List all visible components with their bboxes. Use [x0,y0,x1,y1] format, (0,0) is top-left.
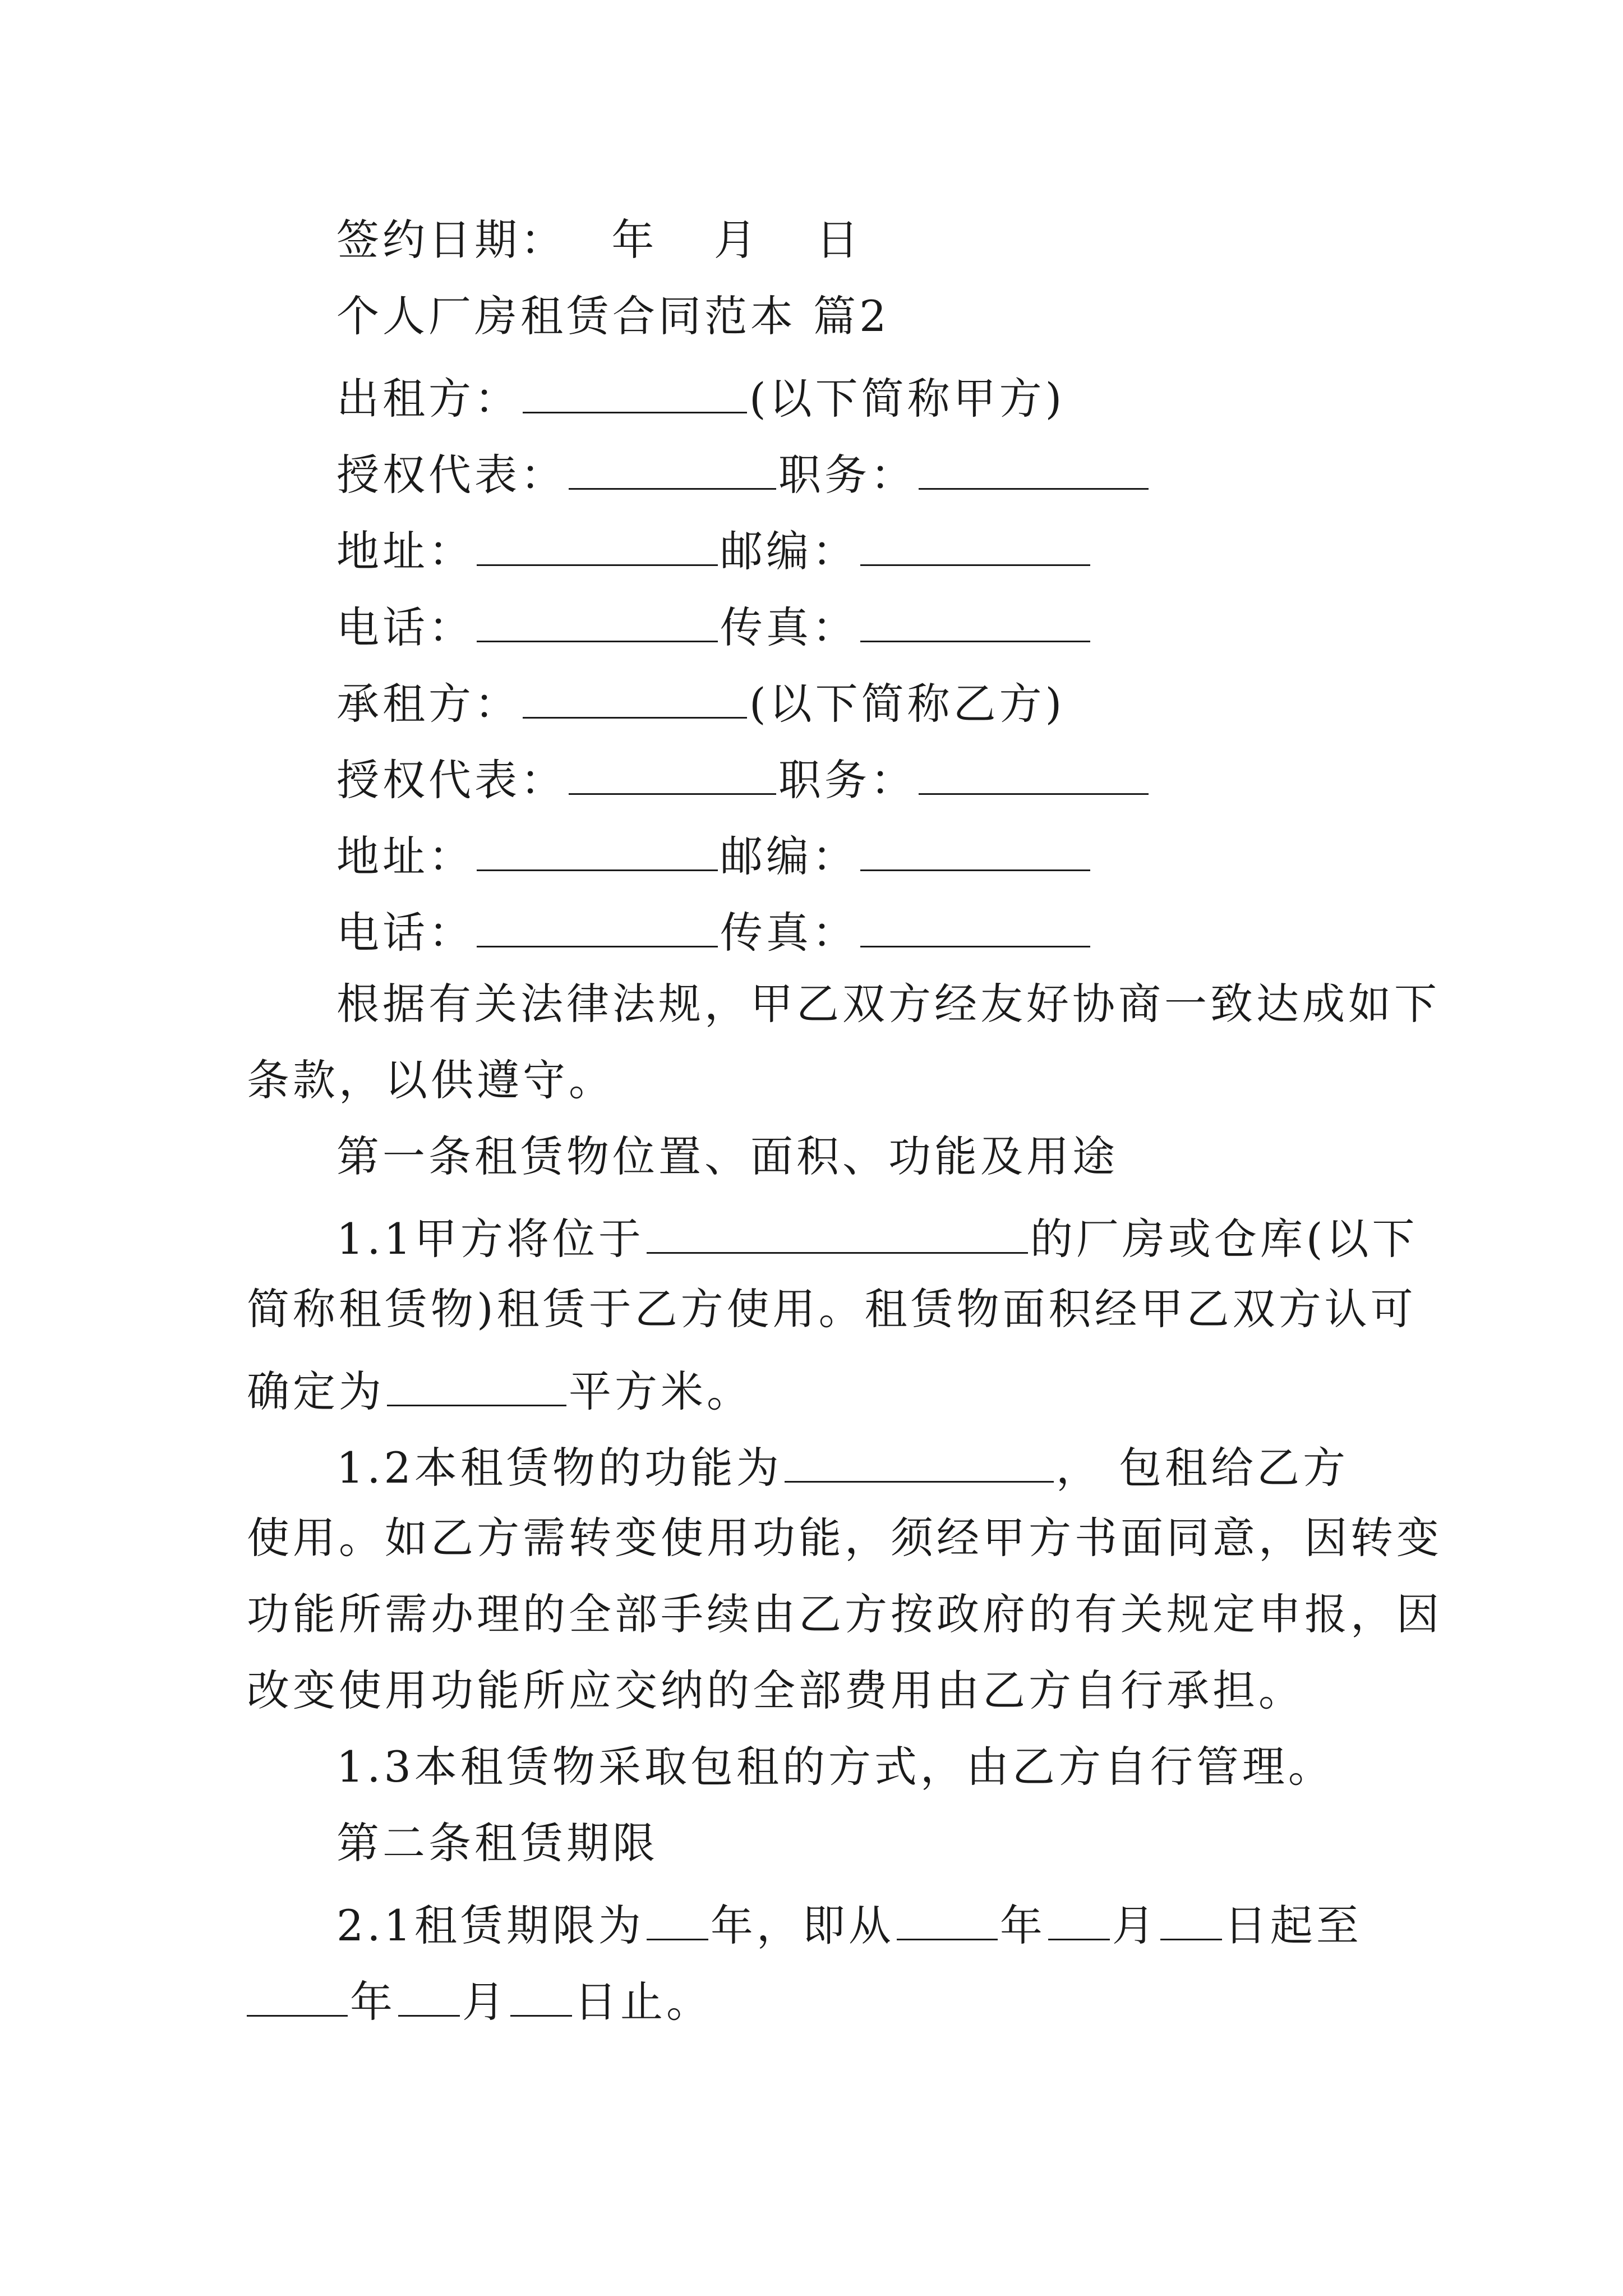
clause-1-1-line-1: 1.1甲方将位于 的厂房或仓库(以下 [336,1212,1418,1260]
lessee-address-label: 地址： [336,831,474,882]
lessee-rep-blank [569,753,776,795]
clause-1-1-line-2: 简称租赁物)租赁于乙方使用。租赁物面积经甲乙双方认可 [247,1284,1417,1334]
end-year-blank [247,1975,348,2017]
article-2-title: 第二条租赁期限 [336,1818,658,1868]
location-blank [647,1212,1028,1254]
lessee-fax-blank [860,905,1090,947]
lessor-rep-line [336,448,1151,500]
sign-date-month: 月 [713,215,760,265]
clause-1-2-line-4: 改变使用功能所应交纳的全部费用由乙方自行承担。 [247,1665,1304,1715]
lessor-address-line [336,524,1092,577]
lessee-blank [523,677,747,719]
end-day-blank [510,1975,572,2017]
sign-date-day: 日 [816,215,863,265]
lessor-suffix: (以下简称甲方) [749,374,1066,424]
lessee-postcode-blank [860,829,1090,871]
section-title: 个人厂房租赁合同范本 篇2 [336,291,890,341]
clause-1-3: 1.3本租赁物采取包租的方式，由乙方自行管理。 [336,1742,1334,1792]
lessor-postcode-label: 邮编： [720,526,858,577]
area-blank [387,1364,566,1406]
lessor-address-blank [477,524,718,566]
function-blank [785,1441,1054,1483]
lessor-blank [523,371,747,413]
clause-2-1-line-1: 2.1租赁期限为 年，即从 年 月 日起至 [336,1898,1362,1947]
clause-1-1-line-3: 确定为 平方米。 [247,1364,753,1413]
lessee-phone-blank [477,905,718,947]
intro-line-1: 根据有关法律法规，甲乙双方经友好协商一致达成如下 [336,979,1440,1029]
lessor-fax-label: 传真： [720,602,858,653]
lessor-rep-blank [569,448,776,490]
article-1-title: 第一条租赁物位置、面积、功能及用途 [336,1131,1118,1181]
lessee-title-blank [919,753,1149,795]
sign-date-line [336,215,863,265]
lessee-rep-line [336,753,1151,806]
lessee-line [336,677,1066,729]
lessor-phone-line [336,600,1092,653]
lessor-postcode-blank [860,524,1090,566]
lessee-title-label: 职务： [778,755,916,806]
clause-1-2-line-1: 1.2本租赁物的功能为 ， 包租给乙方 [336,1441,1349,1489]
lessee-phone-label: 电话： [336,908,474,958]
lessor-address-label: 地址： [336,526,474,577]
lessee-postcode-label: 邮编： [720,831,858,882]
sign-date-label: 签约日期： [336,215,566,265]
start-year-blank [897,1898,998,1940]
clause-2-1-line-2: 年 月 日止。 [247,1975,712,2023]
lessee-address-line [336,829,1092,882]
lessor-label: 出租方： [336,374,520,424]
start-month-blank [1048,1898,1110,1940]
lessor-phone-label: 电话： [336,602,474,653]
lessee-phone-line [336,905,1092,958]
end-month-blank [398,1975,460,2017]
clause-1-2-line-2: 使用。如乙方需转变使用功能，须经甲方书面同意，因转变 [247,1513,1442,1563]
start-day-blank [1160,1898,1222,1940]
lessor-phone-blank [477,600,718,642]
term-years-blank [647,1898,708,1940]
lessor-line [336,371,1066,424]
lessee-label: 承租方： [336,679,520,729]
lessor-fax-blank [860,600,1090,642]
lessee-fax-label: 传真： [720,908,858,958]
lessor-rep-label: 授权代表： [336,450,566,500]
lessee-rep-label: 授权代表： [336,755,566,806]
clause-1-2-line-3: 功能所需办理的全部手续由乙方按政府的有关规定申报，因 [247,1589,1442,1639]
lessor-title-label: 职务： [778,450,916,500]
lessor-title-blank [919,448,1149,490]
intro-line-2: 条款，以供遵守。 [247,1055,615,1105]
lessee-address-blank [477,829,718,871]
lessee-suffix: (以下简称乙方) [749,679,1066,729]
sign-date-year: 年 [611,215,658,265]
